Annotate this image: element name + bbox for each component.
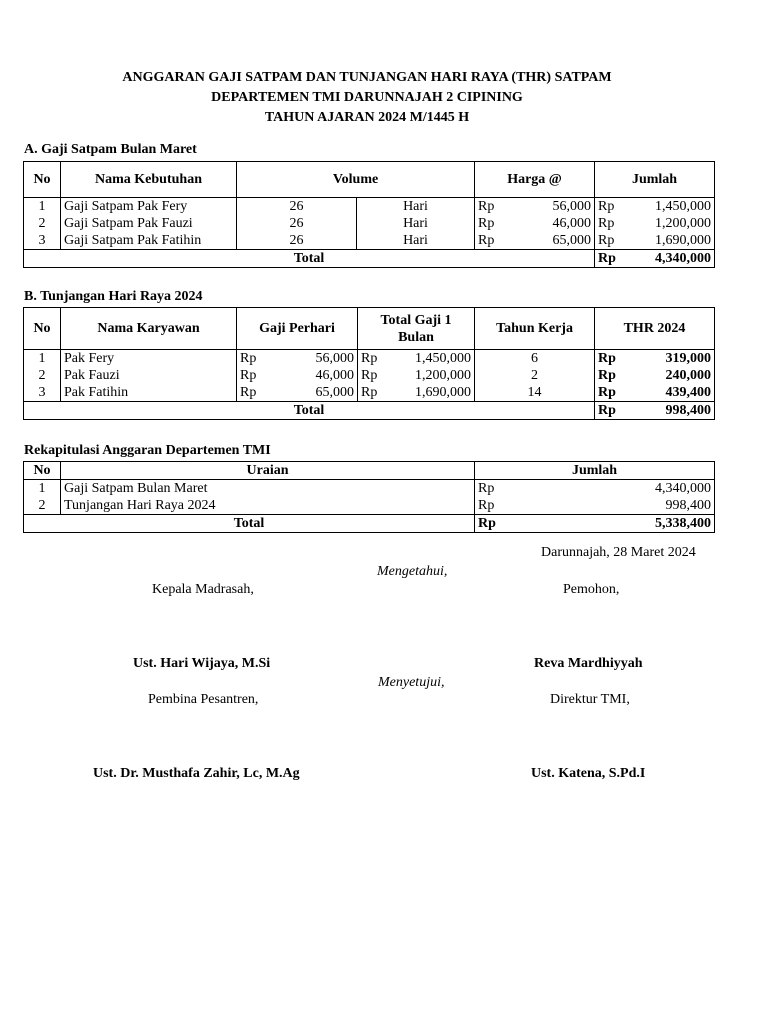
cell-nama: Gaji Satpam Pak Fery xyxy=(61,198,237,216)
recap-heading: Rekapitulasi Anggaran Departemen TMI xyxy=(24,443,271,458)
cell-tahun: 2 xyxy=(475,367,595,384)
header-nama: Nama Karyawan xyxy=(61,308,237,350)
header-no: No xyxy=(24,462,61,480)
cell-unit: Hari xyxy=(357,215,475,232)
cell-rp: Rp xyxy=(478,498,495,513)
cell-thr: 240,000 xyxy=(621,367,715,384)
cell-jumlah: 4,340,000 xyxy=(501,480,715,498)
cell-jumlah: 998,400 xyxy=(501,497,715,515)
header-no: No xyxy=(24,308,61,350)
header-no: No xyxy=(24,162,61,198)
cell-rp: Rp xyxy=(237,350,261,368)
cell-qty: 26 xyxy=(237,198,357,216)
total-rp: Rp xyxy=(595,402,621,420)
cell-thr: 439,400 xyxy=(621,384,715,402)
cell-thr: 319,000 xyxy=(621,350,715,368)
cell-total: 1,690,000 xyxy=(382,384,475,402)
cell-rp: Rp xyxy=(598,385,616,400)
table-header xyxy=(24,308,715,350)
cell-gaji: 56,000 xyxy=(261,350,358,368)
table-row xyxy=(24,350,715,368)
cell-no: 1 xyxy=(24,480,61,498)
direktur-role: Direktur TMI, xyxy=(550,692,630,707)
table-row xyxy=(24,480,715,498)
table-row xyxy=(24,497,715,515)
mengetahui-label: Mengetahui, xyxy=(377,564,448,579)
cell-rp: Rp xyxy=(358,350,382,368)
cell-no: 3 xyxy=(24,232,61,250)
title-line-3: TAHUN AJARAN 2024 M/1445 H xyxy=(264,110,470,125)
title-line-2: DEPARTEMEN TMI DARUNNAJAH 2 CIPINING xyxy=(211,90,523,105)
total-value: 5,338,400 xyxy=(501,515,715,533)
table-header xyxy=(24,162,715,198)
cell-rp: Rp xyxy=(478,233,495,248)
cell-harga: 46,000 xyxy=(501,215,595,232)
kepala-role: Kepala Madrasah, xyxy=(152,582,254,597)
table-row xyxy=(24,215,715,232)
recap-table xyxy=(23,461,715,533)
cell-nama: Pak Fery xyxy=(61,350,237,368)
table-header xyxy=(24,462,715,480)
cell-total: 1,450,000 xyxy=(382,350,475,368)
total-value: 998,400 xyxy=(621,402,715,420)
cell-rp: Rp xyxy=(361,368,378,383)
cell-unit: Hari xyxy=(357,198,475,216)
salary-table xyxy=(23,161,715,268)
cell-harga: 56,000 xyxy=(501,198,595,216)
cell-jumlah: 1,200,000 xyxy=(621,215,715,232)
cell-nama: Pak Fatihin xyxy=(61,384,237,402)
cell-rp: Rp xyxy=(598,216,615,231)
menyetujui-label: Menyetujui, xyxy=(378,675,445,690)
cell-rp: Rp xyxy=(240,368,257,383)
cell-qty: 26 xyxy=(237,215,357,232)
total-row xyxy=(24,515,715,533)
cell-harga: 65,000 xyxy=(501,232,595,250)
cell-no: 1 xyxy=(24,198,61,216)
header-jumlah: Jumlah xyxy=(475,462,715,480)
pembina-name: Ust. Dr. Musthafa Zahir, Lc, M.Ag xyxy=(93,766,300,781)
total-label: Total xyxy=(24,515,475,533)
total-rp: Rp xyxy=(475,515,501,533)
header-uraian: Uraian xyxy=(61,462,475,480)
cell-rp: Rp xyxy=(598,368,616,383)
kepala-name: Ust. Hari Wijaya, M.Si xyxy=(133,656,271,671)
place-date: Darunnajah, 28 Maret 2024 xyxy=(541,545,696,560)
total-rp: Rp xyxy=(595,250,621,268)
table-row xyxy=(24,384,715,402)
cell-tahun: 6 xyxy=(475,350,595,368)
cell-total: 1,200,000 xyxy=(382,367,475,384)
cell-jumlah: 1,450,000 xyxy=(621,198,715,216)
cell-tahun: 14 xyxy=(475,384,595,402)
cell-no: 2 xyxy=(24,497,61,515)
cell-no: 2 xyxy=(24,215,61,232)
cell-qty: 26 xyxy=(237,232,357,250)
cell-unit: Hari xyxy=(357,232,475,250)
cell-rp: Rp xyxy=(598,233,615,248)
cell-jumlah: 1,690,000 xyxy=(621,232,715,250)
section-a-heading: A. Gaji Satpam Bulan Maret xyxy=(24,142,197,157)
document-title xyxy=(0,68,734,128)
cell-rp: Rp xyxy=(240,385,257,400)
cell-no: 2 xyxy=(24,367,61,384)
cell-nama: Gaji Satpam Pak Fauzi xyxy=(61,215,237,232)
header-tahun: Tahun Kerja xyxy=(475,308,595,350)
direktur-name: Ust. Katena, S.Pd.I xyxy=(531,766,646,781)
thr-table xyxy=(23,307,715,420)
header-gaji: Gaji Perhari xyxy=(237,308,358,350)
pembina-role: Pembina Pesantren, xyxy=(148,692,259,707)
header-volume: Volume xyxy=(237,162,475,198)
cell-no: 3 xyxy=(24,384,61,402)
total-label: Total xyxy=(24,250,595,268)
total-row xyxy=(24,250,715,268)
cell-rp: Rp xyxy=(475,198,501,216)
cell-nama: Gaji Satpam Pak Fatihin xyxy=(61,232,237,250)
header-thr: THR 2024 xyxy=(595,308,715,350)
header-jumlah: Jumlah xyxy=(595,162,715,198)
table-row xyxy=(24,198,715,216)
total-value: 4,340,000 xyxy=(621,250,715,268)
cell-rp: Rp xyxy=(595,350,621,368)
cell-rp: Rp xyxy=(361,385,378,400)
pemohon-role: Pemohon, xyxy=(563,582,620,597)
cell-rp: Rp xyxy=(475,480,501,498)
section-b-heading: B. Tunjangan Hari Raya 2024 xyxy=(24,289,203,304)
table-row xyxy=(24,367,715,384)
cell-uraian: Tunjangan Hari Raya 2024 xyxy=(61,497,475,515)
cell-gaji: 65,000 xyxy=(261,384,358,402)
pemohon-name: Reva Mardhiyyah xyxy=(534,656,643,671)
header-total-gaji: Total Gaji 1 Bulan xyxy=(358,308,475,350)
title-line-1: ANGGARAN GAJI SATPAM DAN TUNJANGAN HARI RAYA (THR) SATPAM xyxy=(122,70,612,85)
total-label: Total xyxy=(24,402,595,420)
cell-uraian: Gaji Satpam Bulan Maret xyxy=(61,480,475,498)
cell-rp: Rp xyxy=(478,216,495,231)
header-nama: Nama Kebutuhan xyxy=(61,162,237,198)
table-row xyxy=(24,232,715,250)
total-row xyxy=(24,402,715,420)
cell-nama: Pak Fauzi xyxy=(61,367,237,384)
cell-rp: Rp xyxy=(595,198,621,216)
header-harga: Harga @ xyxy=(475,162,595,198)
cell-no: 1 xyxy=(24,350,61,368)
cell-gaji: 46,000 xyxy=(261,367,358,384)
